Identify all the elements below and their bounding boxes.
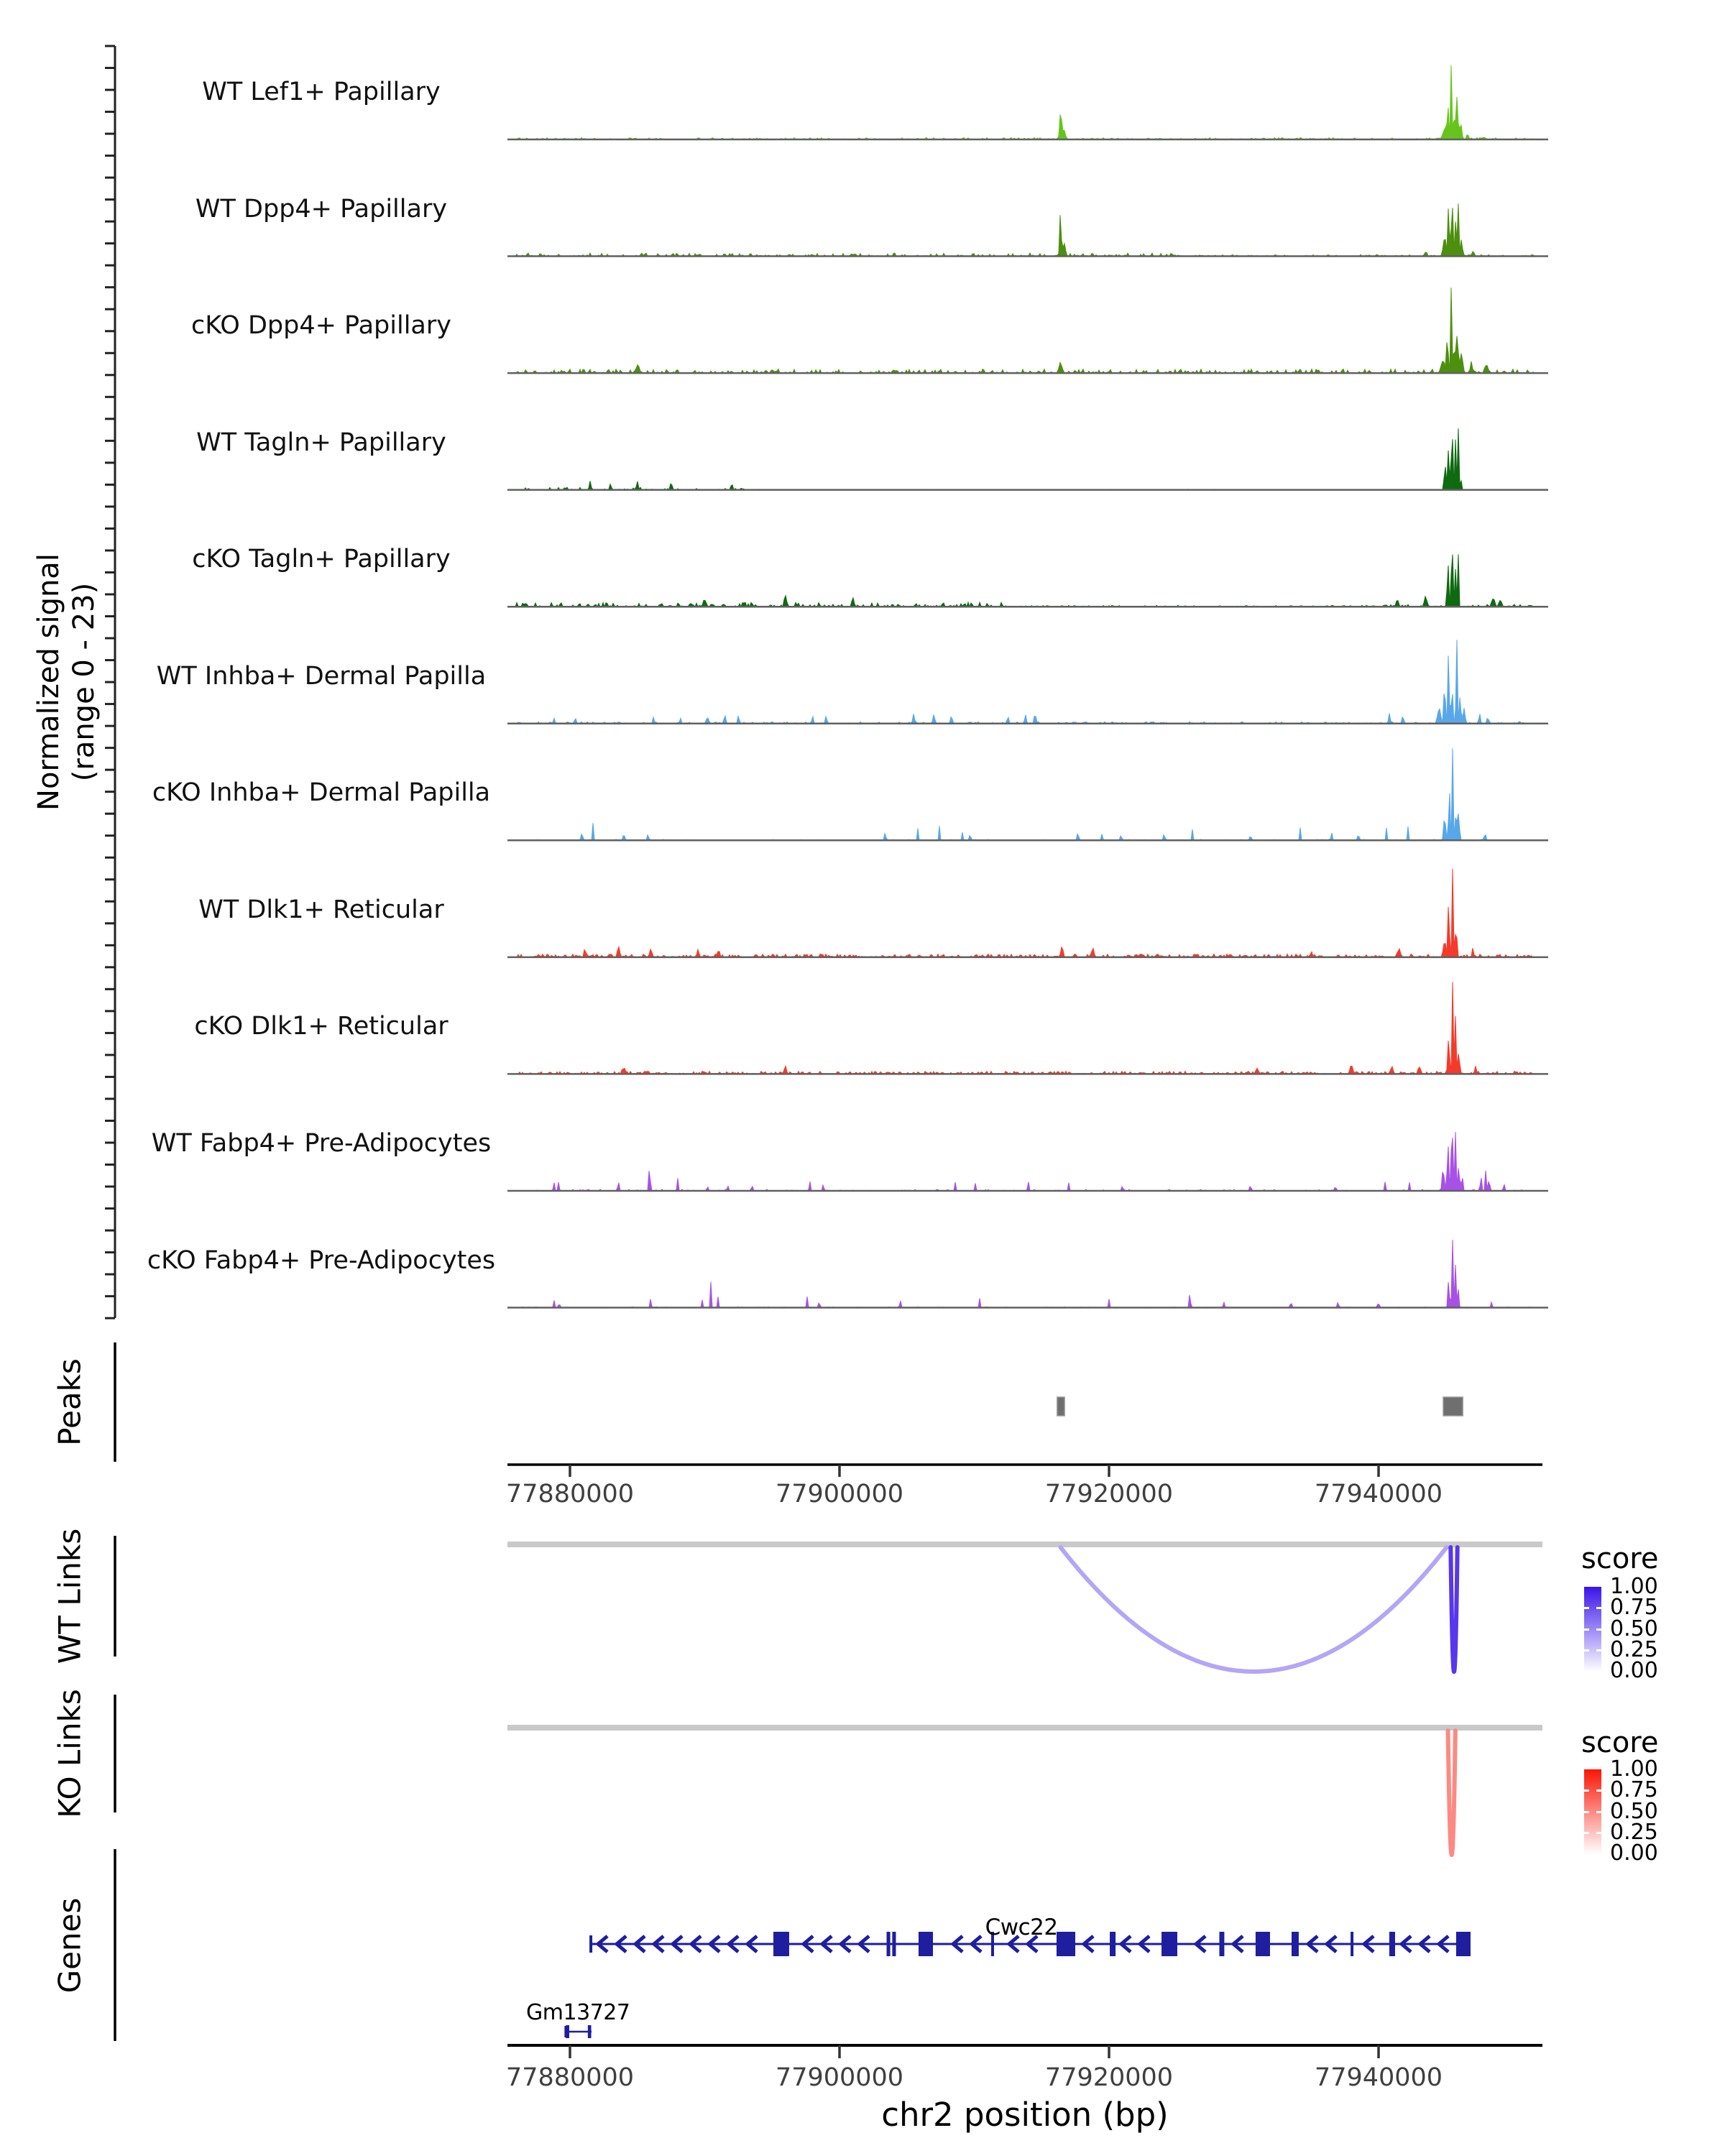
score-bar-dash (1584, 1789, 1589, 1792)
signal-track (507, 65, 1541, 139)
gene-label: Cwc22 (985, 1915, 1058, 1940)
signal-track (507, 1240, 1541, 1307)
wt-link-arc (1450, 1547, 1457, 1672)
gene-exon (1389, 1932, 1395, 1956)
signal-track (507, 640, 1541, 724)
signal-track (507, 748, 1541, 840)
gene-exon (1110, 1932, 1116, 1956)
score-tick-label: 0.50 (1610, 1798, 1658, 1824)
score-bar-dash (1596, 1789, 1601, 1792)
bottom-axis-tick-label: 77880000 (505, 2063, 635, 2092)
score-tick-label: 0.00 (1610, 1658, 1658, 1683)
bottom-axis-tick-label: 77900000 (775, 2063, 904, 2092)
peak-region (1057, 1397, 1064, 1416)
x-axis-title: chr2 position (bp) (881, 2096, 1169, 2134)
wt-score-legend-title: score (1581, 1542, 1659, 1575)
track-label: cKO Dpp4+ Papillary (191, 311, 451, 341)
signal-track (507, 982, 1541, 1074)
score-bar-dash (1596, 1832, 1601, 1834)
signal-track (507, 869, 1541, 957)
gene-label: Gm13727 (526, 2000, 630, 2025)
signal-axis-label (32, 553, 102, 811)
score-tick-label: 0.75 (1610, 1595, 1658, 1621)
gene-exon (919, 1932, 933, 1956)
score-bar-dash (1596, 1628, 1601, 1631)
score-bar-dash (1584, 1811, 1589, 1813)
signal-track (507, 287, 1541, 373)
score-bar-dash (1584, 1832, 1589, 1834)
gene-exon (1162, 1932, 1177, 1956)
track-label: WT Lef1+ Papillary (202, 78, 441, 106)
gene-exon (588, 2025, 592, 2038)
score-bar-dash (1584, 1628, 1589, 1631)
peaks-panel-label: Peaks (52, 1358, 88, 1446)
signal-track (507, 428, 1541, 490)
track-label: WT Fabp4+ Pre-Adipocytes (151, 1128, 492, 1158)
signal-track (507, 554, 1541, 607)
ko-link-arc (1448, 1731, 1455, 1855)
score-bar-dash (1596, 1607, 1601, 1609)
gene-start-boundary (564, 2026, 567, 2037)
score-tick-label: 0.25 (1610, 1819, 1658, 1845)
mid-axis-tick-label: 77940000 (1314, 1480, 1443, 1508)
score-tick-label: 0.00 (1610, 1841, 1658, 1866)
peak-region (1443, 1397, 1463, 1416)
track-label: WT Dpp4+ Papillary (195, 194, 448, 224)
bottom-axis-tick-label: 77940000 (1314, 2063, 1443, 2092)
gene-exon (1292, 1932, 1299, 1956)
signal-axis-label-line1: Normalized signal (32, 553, 66, 811)
wt-link-region-bar (507, 1542, 1542, 1547)
track-label: cKO Dlk1+ Reticular (194, 1012, 448, 1041)
signal-axis-label-line2: (range 0 - 23) (68, 582, 101, 782)
signal-track (507, 203, 1541, 256)
mid-axis-tick-label: 77880000 (505, 1480, 635, 1508)
gene-exon (892, 1932, 896, 1956)
track-label: WT Tagln+ Papillary (196, 428, 446, 457)
signal-track (507, 1132, 1541, 1191)
gene-exon (1351, 1932, 1353, 1956)
gene-exon (1057, 1932, 1075, 1956)
gene-exon (1219, 1932, 1224, 1956)
bottom-axis-tick-label: 77920000 (1044, 2063, 1174, 2092)
score-tick-label: 0.50 (1610, 1616, 1658, 1641)
score-tick-label: 0.75 (1610, 1777, 1658, 1803)
score-bar-dash (1584, 1649, 1589, 1651)
wt-link-arc (1061, 1547, 1447, 1672)
track-label: cKO Fabp4+ Pre-Adipocytes (147, 1245, 496, 1275)
track-label: WT Dlk1+ Reticular (198, 895, 444, 924)
track-label: cKO Tagln+ Papillary (192, 545, 451, 574)
mid-axis-tick-label: 77920000 (1044, 1480, 1174, 1508)
score-tick-label: 1.00 (1610, 1574, 1658, 1599)
ko-score-legend-title: score (1581, 1726, 1659, 1759)
score-bar-dash (1584, 1607, 1589, 1609)
ko-links-panel-label: KO Links (52, 1689, 88, 1818)
gene-start-boundary (589, 1935, 592, 1953)
gene-exon (1456, 1932, 1471, 1956)
score-tick-label: 1.00 (1610, 1756, 1658, 1782)
gene-exon (1256, 1932, 1270, 1956)
track-label: cKO Inhba+ Dermal Papilla (152, 778, 491, 808)
mid-axis-tick-label: 77900000 (775, 1480, 904, 1508)
gene-exon (773, 1932, 789, 1956)
score-bar-dash (1596, 1649, 1601, 1651)
ko-link-region-bar (507, 1725, 1542, 1731)
score-tick-label: 0.25 (1610, 1636, 1658, 1662)
genes-panel-label: Genes (52, 1897, 88, 1994)
score-bar-dash (1596, 1811, 1601, 1813)
wt-links-panel-label: WT Links (52, 1528, 88, 1664)
track-label: WT Inhba+ Dermal Papilla (156, 661, 487, 691)
gene-exon (887, 1932, 891, 1956)
